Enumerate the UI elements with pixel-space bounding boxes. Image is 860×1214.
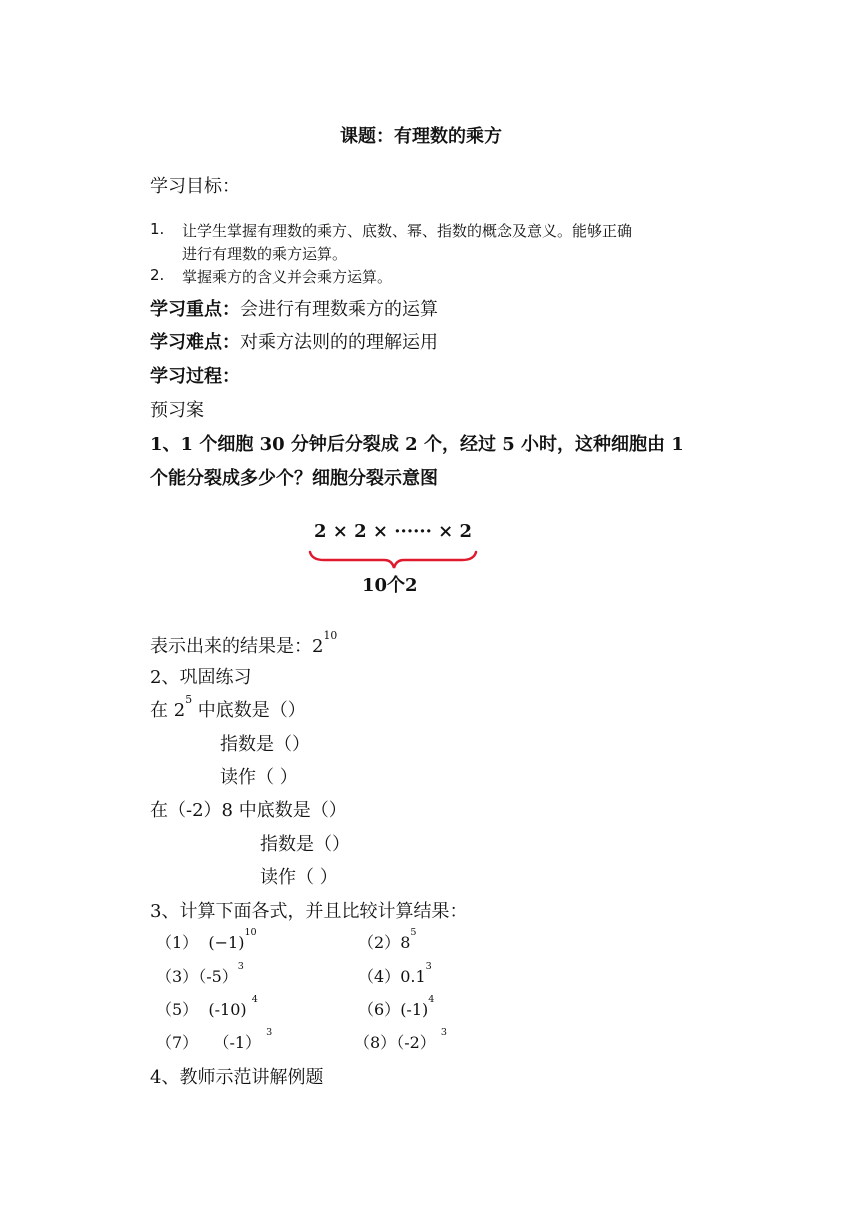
question-2b-exponent: 指数是（）: [260, 834, 350, 855]
calc-item: [156, 1027, 273, 1053]
result-exponent: 10: [323, 629, 338, 642]
question-2a: [150, 693, 306, 722]
question-2b: 在（-2）8 中底数是（）: [150, 800, 347, 821]
objectives-heading: 学习目标：: [150, 176, 240, 197]
objective-2-number: 2.: [150, 266, 165, 284]
question-4-heading: 4、教师示范讲解例题: [150, 1067, 324, 1088]
question-1-line2: 个能分裂成多少个？细胞分裂示意图: [150, 468, 438, 489]
question-1-line1: 1、1 个细胞 30 分钟后分裂成 2 个，经过 5 小时，这种细胞由 1: [150, 434, 684, 455]
preview-heading: 预习案: [150, 400, 204, 421]
calc-item: [358, 961, 432, 987]
calc-item-exp: 3: [237, 961, 244, 972]
result-text: 表示出来的结果是：2: [150, 636, 324, 657]
objective-2: [150, 266, 392, 287]
key-point: [150, 295, 438, 321]
question-3-heading: 3、计算下面各式，并且比较计算结果：: [150, 901, 468, 922]
objective-1-number: 1.: [150, 220, 165, 238]
question-2a-exponent: 指数是（）: [220, 734, 310, 755]
calc-item: [156, 961, 244, 987]
key-point-label: 学习重点：: [150, 299, 240, 320]
calc-item-expr: （-5）: [198, 967, 238, 986]
question-2a-post: 中底数是（）: [192, 700, 306, 721]
key-point-text: 会进行有理数乘方的运算: [240, 299, 438, 320]
difficulty: [150, 328, 438, 354]
difficulty-text: 对乘方法则的的理解运用: [240, 332, 438, 353]
formula-under-label: 10个2: [362, 575, 418, 596]
calc-item: [156, 994, 258, 1020]
calc-item-expr: （-1）: [213, 1033, 262, 1052]
calc-item-label: （5）: [156, 1000, 199, 1019]
question-2a-exponent-value: 5: [185, 693, 193, 706]
calc-item-expr: (-1): [400, 1000, 429, 1019]
calc-item-expr: （-2）: [396, 1033, 436, 1052]
calc-item-exp: 4: [251, 994, 258, 1005]
objective-1-line1: 让学生掌握有理数的乘方、底数、幂、指数的概念及意义。能够正确: [182, 222, 633, 240]
calc-item-exp: 3: [425, 961, 432, 972]
calc-item: [156, 927, 257, 953]
difficulty-label: 学习难点：: [150, 332, 240, 353]
objective-1: [150, 220, 632, 241]
calc-item-exp: 5: [410, 927, 417, 938]
question-2-heading: 2、巩固练习: [150, 667, 252, 688]
process-heading: 学习过程：: [150, 366, 240, 387]
calc-item-label: （1）: [156, 933, 199, 952]
calc-item-exp: 3: [440, 1027, 447, 1038]
calc-item: [354, 1027, 447, 1053]
calc-item-expr: 0.1: [400, 967, 426, 986]
calc-item-exp: 4: [428, 994, 435, 1005]
calc-item-label: （8）: [354, 1033, 397, 1052]
calc-item-label: （3）: [156, 967, 199, 986]
page-title: 课题：有理数的乘方: [340, 126, 502, 147]
calc-item-exp: 3: [266, 1027, 273, 1038]
calc-item-label: （6）: [358, 1000, 401, 1019]
result-line: [150, 629, 338, 658]
question-2a-pre: 在 2: [150, 700, 186, 721]
objective-2-text: 掌握乘方的含义并会乘方运算。: [182, 268, 393, 286]
calc-item-label: （7）: [156, 1033, 199, 1052]
calc-item-expr: (-10): [208, 1000, 247, 1019]
calc-item-expr: (−1): [208, 933, 245, 952]
calc-item: [358, 994, 435, 1020]
calc-item: [358, 927, 417, 953]
calc-item-expr: 8: [400, 933, 411, 952]
calc-item-exp: 10: [244, 927, 257, 938]
formula-expression: 2 × 2 × ······ × 2: [314, 521, 473, 542]
question-2b-read: 读作（ ）: [260, 867, 338, 888]
objective-1-line2: 进行有理数的乘方运算。: [182, 245, 348, 263]
question-2a-read: 读作（ ）: [220, 767, 298, 788]
calc-item-label: （2）: [358, 933, 401, 952]
calc-item-label: （4）: [358, 967, 401, 986]
